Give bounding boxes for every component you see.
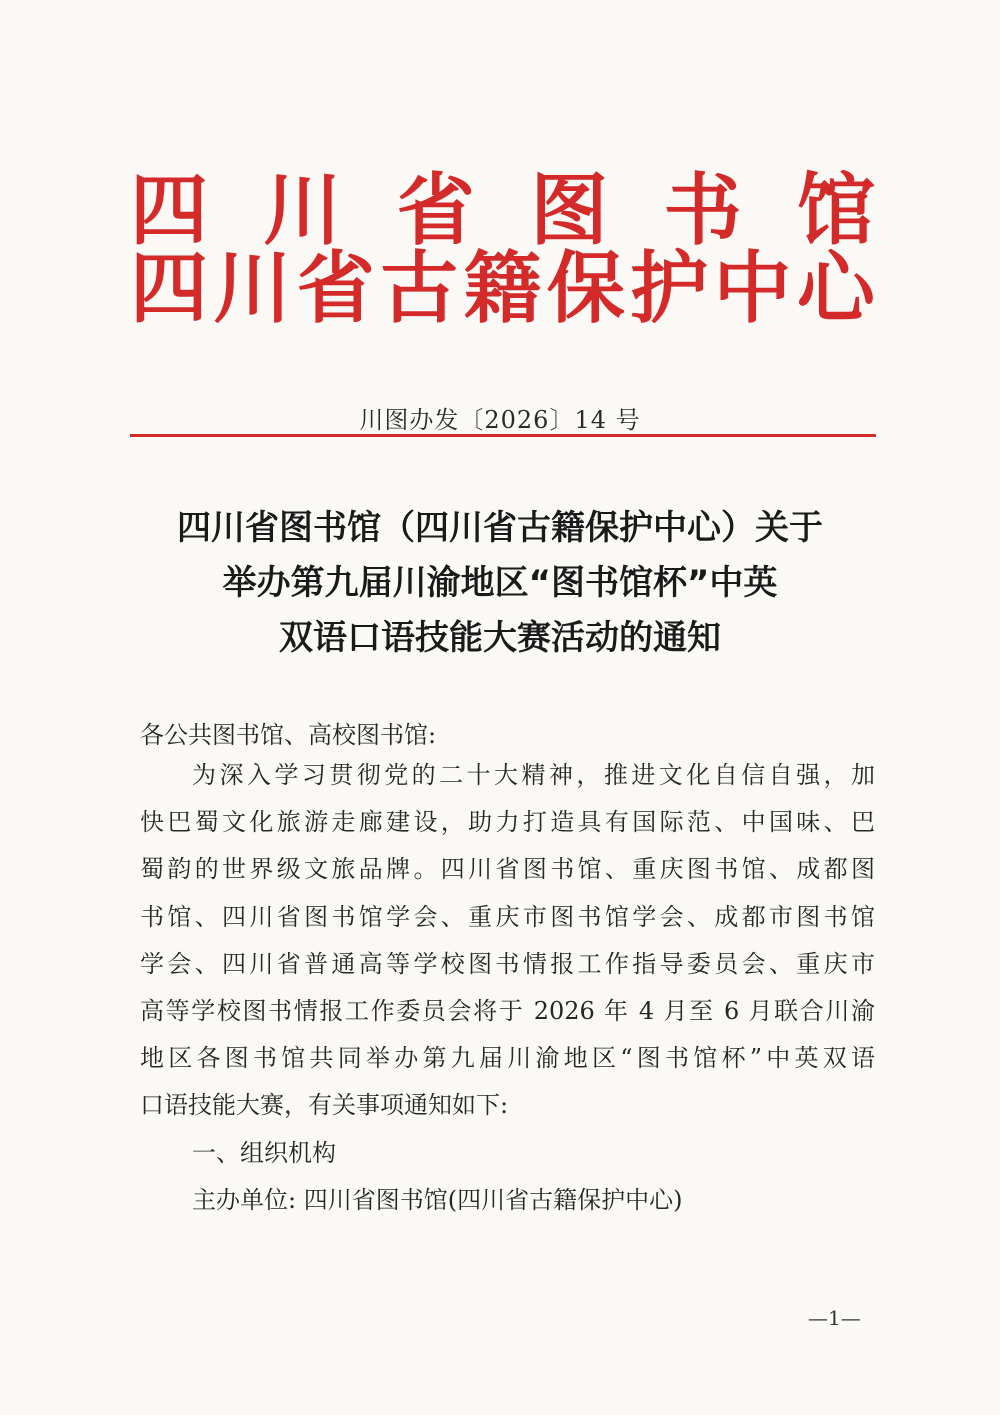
letterhead-char: 省	[396, 166, 475, 256]
red-divider-rule	[130, 434, 876, 437]
letterhead-char: 川	[213, 244, 292, 334]
salutation: 各公共图书馆、高校图书馆:	[140, 721, 437, 749]
paragraph-line: 地区各图书馆共同举办第九届川渝地区“图书馆杯”中英双语	[140, 1044, 875, 1073]
letterhead-char: 保	[546, 244, 625, 334]
letterhead-char: 心	[796, 244, 875, 334]
section-heading-organization: 一、组织机构	[192, 1139, 336, 1167]
letterhead-char: 书	[663, 166, 742, 256]
letterhead-char: 护	[630, 244, 709, 334]
document-number: 川图办发〔2026〕14 号	[359, 406, 641, 434]
letterhead-char: 省	[296, 244, 375, 334]
letterhead-char: 四	[130, 244, 209, 334]
page-number: —1—	[808, 1306, 861, 1330]
title-line-3: 双语口语技能大赛活动的通知	[279, 618, 721, 658]
paragraph-line: 学会、四川省普通高等学校图书情报工作指导委员会、重庆市	[140, 949, 875, 978]
paragraph-line: 高等学校图书情报工作委员会将于 2026 年 4 月至 6 月联合川渝	[140, 996, 875, 1025]
paragraph-1	[140, 752, 875, 1130]
paragraph-line: 口语技能大赛，有关事项通知如下:	[140, 1091, 509, 1120]
title-line-2: 举办第九届川渝地区“图书馆杯”中英	[222, 563, 778, 603]
paragraph-line: 蜀韵的世界级文旅品牌。四川省图书馆、重庆图书馆、成都图	[140, 855, 875, 884]
letterhead-line-2	[130, 244, 875, 334]
letterhead-line-1	[130, 166, 875, 256]
paragraph-line: 书馆、四川省图书馆学会、重庆市图书馆学会、成都市图书馆	[140, 902, 875, 931]
letterhead-char: 四	[130, 166, 209, 256]
letterhead-char: 馆	[796, 166, 875, 256]
title-line-1: 四川省图书馆（四川省古籍保护中心）关于	[177, 508, 823, 548]
letterhead-char: 古	[380, 244, 459, 334]
paragraph-line: 快巴蜀文化旅游走廊建设，助力打造具有国际范、中国味、巴	[140, 808, 875, 837]
letterhead-char: 中	[713, 244, 792, 334]
letterhead-char: 川	[263, 166, 342, 256]
paragraph-line: 为深入学习贯彻党的二十大精神，推进文化自信自强，加	[192, 761, 875, 789]
letterhead-char: 籍	[463, 244, 542, 334]
organizer-line: 主办单位: 四川省图书馆(四川省古籍保护中心)	[192, 1186, 683, 1214]
letterhead-char: 图	[530, 166, 609, 256]
